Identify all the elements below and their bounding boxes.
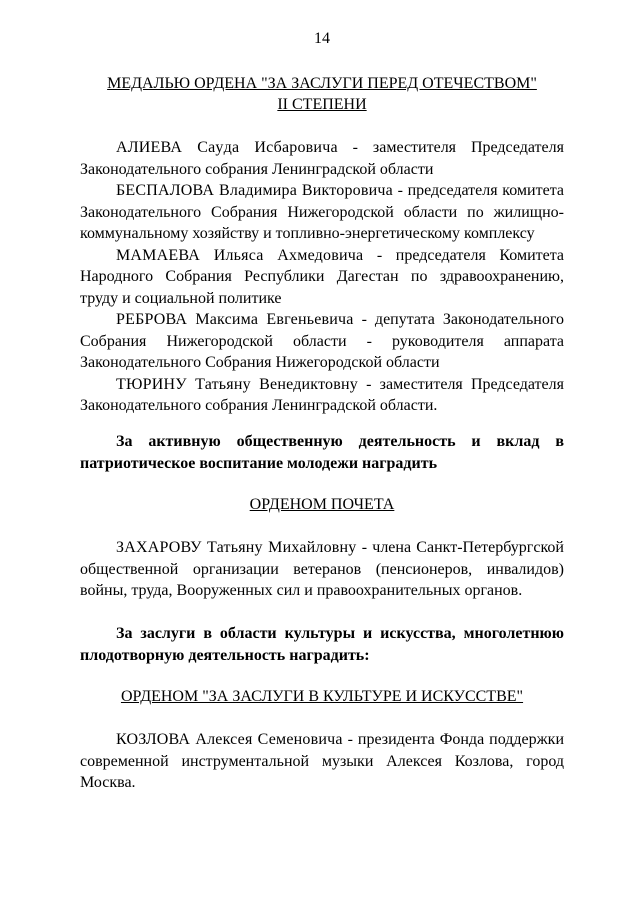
recipient-name: АЛИЕВА Сayда Исбаровича (116, 139, 338, 156)
recipient-entry (80, 537, 564, 602)
recipient-entry (80, 137, 564, 180)
recipient-position: - члена Санкт-Петербургской общественной организации ветеранов (пенсионеров, инвалидов) войны, труда, Вооруженных сил и правоохранительных органов. (80, 539, 564, 599)
recipients-list-medal (80, 137, 564, 417)
recipient-name: БЕСПАЛОВА Владимира Викторовича (116, 182, 393, 199)
recipient-name: ТЮРИНУ Татьяну Венедиктовну (116, 375, 358, 393)
recipient-position: - председателя комитета Законодательного Собрания Нижегородской области по жилищно-коммунальному хозяйству и топливно-энергетическому комплексу (80, 182, 564, 242)
award-heading-medal (80, 73, 564, 115)
recipient-position: - заместителя Председателя Законодательного собрания Ленинградской области. (80, 375, 564, 414)
award-heading-text: ОРДЕНОМ "ЗА ЗАСЛУГИ В КУЛЬТУРЕ И ИСКУССТВЕ" (120, 688, 524, 705)
page-number: 14 (314, 30, 330, 47)
recipient-position: - депутата Законодательного Собрания Нижегородской области - руководителя аппарата Законодательного Собрания Нижегородской области (80, 311, 564, 371)
recipient-position: - президента Фонда поддержки современной инструментальной музыки Алексея Козлова, город Москва. (80, 731, 565, 791)
recipient-entry (80, 309, 564, 374)
recipients-list-order-of-honor (80, 537, 564, 602)
award-heading-line1: МЕДАЛЬЮ ОРДЕНА "ЗА ЗАСЛУГИ ПЕРЕД ОТЕЧЕСТВОМ" (107, 75, 537, 92)
recipient-entry (80, 374, 564, 417)
recipient-name: РЕБРОВА Максима Евгеньевича (116, 311, 354, 328)
award-preamble-culture (80, 623, 564, 667)
award-preamble-patriotic (80, 431, 564, 475)
preamble-text: За заслуги в области культуры и искусства, многолетнюю плодотворную деятельность наградить: (80, 625, 564, 664)
recipient-name: МАМАЕВА Ильяса Ахмедовича (116, 246, 364, 264)
recipient-name: КОЗЛОВА Алексея Семеновича (116, 731, 343, 748)
award-heading-order-of-honor (80, 494, 564, 515)
recipient-entry (80, 245, 564, 310)
recipient-position: - председателя Комитета Народного Собрания Республики Дагестан по здравоохранению, труду и социальной политике (80, 246, 565, 307)
recipient-entry (80, 729, 564, 794)
recipient-position: - заместителя Председателя Законодательного собрания Ленинградской области (80, 139, 564, 178)
recipient-name: ЗАХАРОВУ Татьяну Михайловну (116, 539, 357, 556)
award-heading-culture-order (80, 686, 564, 707)
recipient-entry (80, 180, 564, 245)
award-heading-text: ОРДЕНОМ ПОЧЕТА (249, 496, 395, 513)
award-heading-line2: II СТЕПЕНИ (277, 96, 367, 113)
preamble-text: За активную общественную деятельность и вклад в патриотическое воспитание молодежи наградить (80, 433, 564, 472)
recipients-list-culture-order (80, 729, 564, 794)
